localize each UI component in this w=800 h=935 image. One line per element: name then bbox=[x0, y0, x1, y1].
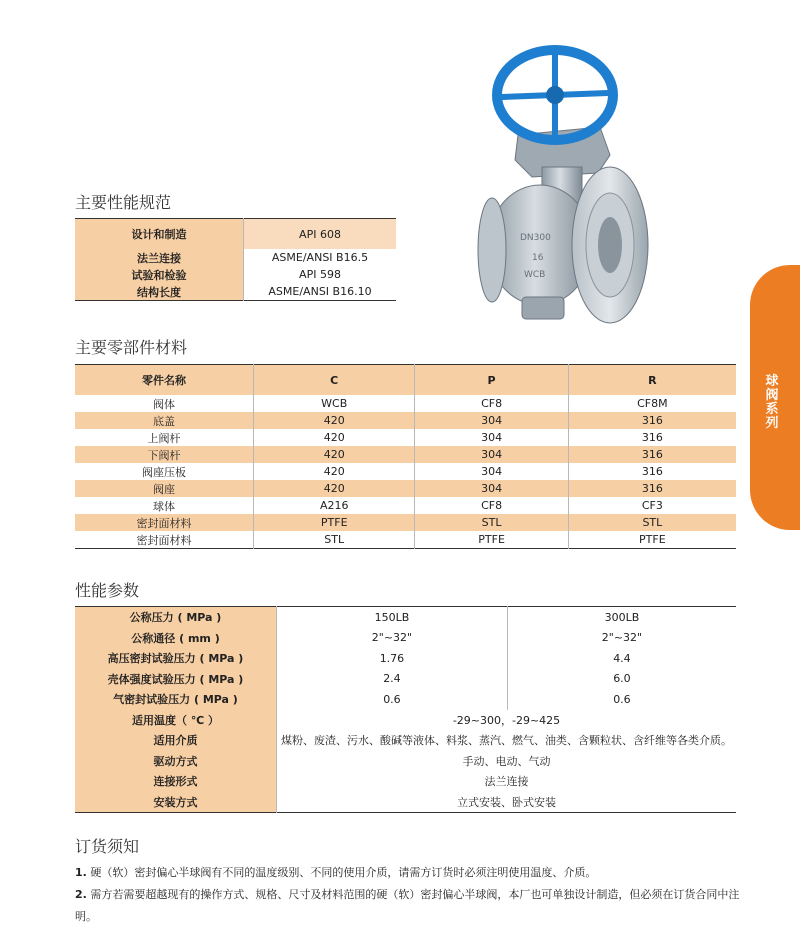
param-key: 适用温度（ ℃ ） bbox=[75, 710, 277, 731]
table-cell: PTFE bbox=[415, 531, 568, 549]
param-value: 4.4 bbox=[507, 648, 736, 669]
param-key: 适用介质 bbox=[75, 730, 277, 751]
table-cell: 304 bbox=[415, 463, 568, 480]
param-value: 0.6 bbox=[277, 689, 508, 710]
table-cell: 底盖 bbox=[153, 414, 175, 428]
table-cell: CF8 bbox=[415, 497, 568, 514]
param-value: 立式安装、卧式安装 bbox=[277, 792, 737, 813]
table-cell: 304 bbox=[415, 446, 568, 463]
table-cell: A216 bbox=[254, 497, 415, 514]
table-cell: 420 bbox=[254, 463, 415, 480]
table-cell: 密封面材料 bbox=[136, 533, 192, 547]
table-row bbox=[75, 283, 396, 301]
table-header-row bbox=[75, 365, 736, 396]
spec-value: ASME/ANSI B16.5 bbox=[244, 249, 397, 266]
column-header: 零件名称 bbox=[142, 374, 186, 387]
note-text: 需方若需要超越现有的操作方式、规格、尺寸及材料范围的硬（软）密封偏心半球阀，本厂也可单独设计制造，但必须在订货合同中注明。 bbox=[75, 888, 740, 923]
table-row bbox=[75, 531, 736, 549]
table-row bbox=[75, 710, 736, 731]
table-cell: 420 bbox=[254, 446, 415, 463]
table-cell: PTFE bbox=[254, 514, 415, 531]
param-value: 2"~32" bbox=[277, 628, 508, 649]
table-cell: 304 bbox=[415, 429, 568, 446]
note-number: 2. bbox=[75, 888, 87, 901]
table-row bbox=[75, 514, 736, 531]
param-value: 2.4 bbox=[277, 669, 508, 690]
table-row bbox=[75, 412, 736, 429]
table-row bbox=[75, 219, 396, 250]
param-value: 150LB bbox=[277, 607, 508, 628]
table-row bbox=[75, 480, 736, 497]
table-row bbox=[75, 751, 736, 772]
param-key: 壳体强度试验压力 ( MPa ) bbox=[75, 669, 277, 690]
ordering-section-title: 订货须知 bbox=[75, 837, 140, 856]
table-cell: 316 bbox=[568, 412, 736, 429]
spec-value: API 608 bbox=[244, 219, 397, 250]
param-key: 高压密封试验压力 ( MPa ) bbox=[75, 648, 277, 669]
table-cell: STL bbox=[568, 514, 736, 531]
table-cell: 球体 bbox=[153, 499, 175, 513]
param-value: 煤粉、废渣、污水、酸碱等液体、料浆、蒸汽、燃气、油类、含颗粒状、含纤维等各类介质。 bbox=[277, 730, 737, 751]
column-header: P bbox=[415, 365, 568, 396]
note-item bbox=[75, 884, 755, 928]
series-side-tab-label: 球阀系列 bbox=[765, 374, 779, 431]
spec-key: 结构长度 bbox=[75, 283, 244, 301]
valve-product-image bbox=[460, 35, 650, 330]
spec-section-title: 主要性能规范 bbox=[75, 193, 172, 212]
table-cell: 阀座 bbox=[153, 482, 175, 496]
param-value: -29~300，-29~425 bbox=[277, 710, 737, 731]
note-text: 硬（软）密封偏心半球阀有不同的温度级别、不同的使用介质，请需方订货时必须注明使用温度、介质。 bbox=[90, 866, 597, 879]
table-row bbox=[75, 463, 736, 480]
param-key: 公称压力 ( MPa ) bbox=[75, 607, 277, 628]
param-value: 法兰连接 bbox=[277, 771, 737, 792]
table-cell: 316 bbox=[568, 429, 736, 446]
table-row bbox=[75, 771, 736, 792]
table-row bbox=[75, 607, 736, 628]
table-cell: 420 bbox=[254, 429, 415, 446]
table-row bbox=[75, 648, 736, 669]
table-cell: 316 bbox=[568, 446, 736, 463]
ordering-notes bbox=[75, 862, 755, 928]
param-value: 手动、电动、气动 bbox=[277, 751, 737, 772]
param-value: 300LB bbox=[507, 607, 736, 628]
table-cell: 420 bbox=[254, 412, 415, 429]
param-value: 2"~32" bbox=[507, 628, 736, 649]
table-cell: 阀座压板 bbox=[142, 465, 186, 479]
table-row bbox=[75, 395, 736, 412]
table-cell: STL bbox=[254, 531, 415, 549]
param-value: 6.0 bbox=[507, 669, 736, 690]
table-row bbox=[75, 689, 736, 710]
table-cell: WCB bbox=[254, 395, 415, 412]
series-side-tab bbox=[750, 265, 800, 530]
table-cell: CF8 bbox=[415, 395, 568, 412]
table-cell: PTFE bbox=[568, 531, 736, 549]
table-row bbox=[75, 497, 736, 514]
table-row bbox=[75, 669, 736, 690]
table-cell: 下阀杆 bbox=[147, 448, 181, 462]
column-header: R bbox=[568, 365, 736, 396]
table-cell: CF3 bbox=[568, 497, 736, 514]
note-number: 1. bbox=[75, 866, 87, 879]
spec-key: 法兰连接 bbox=[75, 249, 244, 266]
materials-table bbox=[75, 364, 736, 549]
valve-marking-material: WCB bbox=[524, 270, 546, 280]
table-cell: 密封面材料 bbox=[136, 516, 192, 530]
param-key: 安装方式 bbox=[75, 792, 277, 813]
param-value: 0.6 bbox=[507, 689, 736, 710]
spec-value: ASME/ANSI B16.10 bbox=[244, 283, 397, 301]
param-key: 驱动方式 bbox=[75, 751, 277, 772]
spec-key: 设计和制造 bbox=[75, 219, 244, 250]
table-row bbox=[75, 730, 736, 751]
table-row bbox=[75, 628, 736, 649]
table-cell: 304 bbox=[415, 412, 568, 429]
note-item bbox=[75, 862, 755, 884]
table-cell: 上阀杆 bbox=[147, 431, 181, 445]
spec-value: API 598 bbox=[244, 266, 397, 283]
param-key: 气密封试验压力 ( MPa ) bbox=[75, 689, 277, 710]
valve-marking-pn: 16 bbox=[532, 253, 544, 263]
spec-key: 试验和检验 bbox=[75, 266, 244, 283]
table-cell: 304 bbox=[415, 480, 568, 497]
table-cell: 阀体 bbox=[153, 397, 175, 411]
performance-section-title: 性能参数 bbox=[75, 581, 140, 600]
table-cell: 316 bbox=[568, 480, 736, 497]
param-key: 公称通径 ( mm ) bbox=[75, 628, 277, 649]
table-cell: CF8M bbox=[568, 395, 736, 412]
table-row bbox=[75, 429, 736, 446]
spec-table bbox=[75, 218, 396, 301]
table-row bbox=[75, 446, 736, 463]
table-row bbox=[75, 266, 396, 283]
materials-section-title: 主要零部件材料 bbox=[75, 338, 188, 357]
param-value: 1.76 bbox=[277, 648, 508, 669]
valve-marking-dn: DN300 bbox=[520, 233, 551, 243]
param-key: 连接形式 bbox=[75, 771, 277, 792]
table-cell: 420 bbox=[254, 480, 415, 497]
table-cell: STL bbox=[415, 514, 568, 531]
column-header: C bbox=[254, 365, 415, 396]
table-row bbox=[75, 249, 396, 266]
table-row bbox=[75, 792, 736, 813]
table-cell: 316 bbox=[568, 463, 736, 480]
performance-table bbox=[75, 606, 736, 813]
